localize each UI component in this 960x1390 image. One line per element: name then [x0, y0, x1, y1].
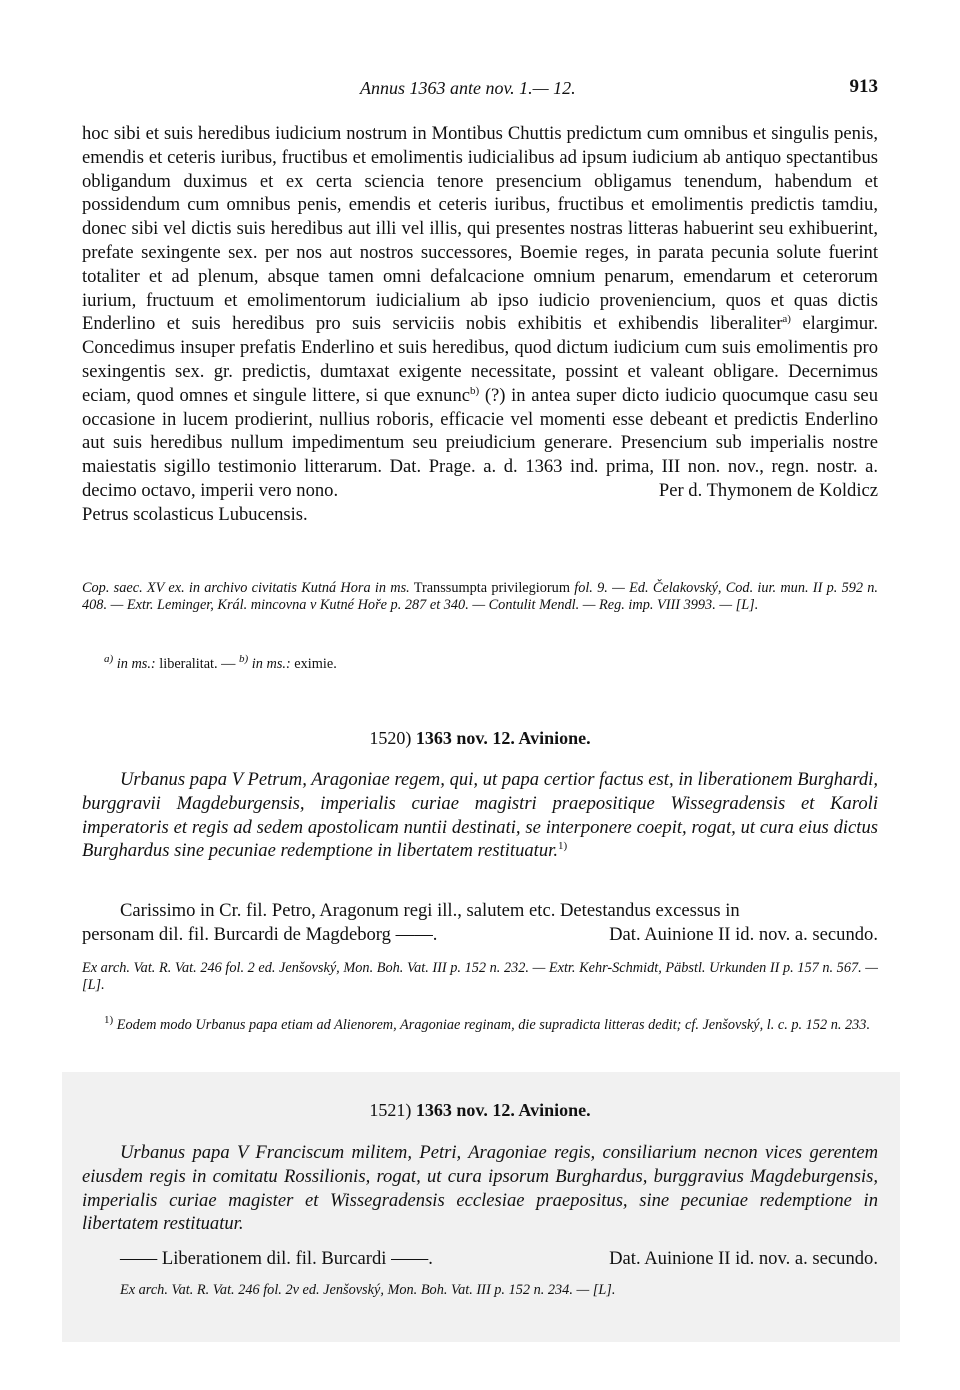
note-ref-a: a) [782, 313, 791, 326]
entry-1520-regest-text: Urbanus papa V Petrum, Aragoniae regem, qui, ut papa certior factus est, in liberationem Burghardi, burggravii Magdeburgensis, imperialis curiae magistri praepositique Wissegradensis et Karoli imperatoris et regis ad sedem apostolicam nuntii destinati, se interponere coepit, rogat, ut cura eius dictus Burghardus sine pecuniae redemptione in libertatem restituatur. [82, 769, 878, 862]
entry-1521-regest: Urbanus papa V Franciscum militem, Petri, Aragoniae regis, consiliarium necnon vices gerentem eiusdem regis in comitatu Rossilionis, rogat, ut cura ipsorum Burghardus, burggravius Magdeburgensis, imperialis curiae magister et Wissegradensis ecclesiae praepositus, sine pecuniae redemptione in libertatem restituatur. [82, 1142, 878, 1235]
entry-1521-number: 1521) [369, 1100, 412, 1120]
charter-text [82, 122, 878, 527]
entry-1520-text [82, 899, 878, 947]
entry-1520-text-line2 [82, 923, 878, 947]
signature-line: Petrus scolasticus Lubucensis. [82, 503, 308, 525]
source-note-part3: fol. 9. — Ed. Čelakovský, Cod. iur. mun. II p. 592 n. 408. — Extr. Leminger, Král. mincovna v Kutné Hoře p. 287 et 340. — Contulit Mendl. — Reg. imp. VIII 3993. — [L]. [82, 580, 879, 613]
textual-notes [104, 653, 804, 673]
entry-1521-text-left: —— Liberationem dil. fil. Burcardi ——. [120, 1248, 433, 1269]
entry-1521-text-right: Dat. Auinione II id. nov. a. secundo. [609, 1248, 878, 1269]
entry-1520-text-line2-right: Dat. Auinione II id. nov. a. secundo. [609, 923, 878, 945]
entry-1520-footnote-mark: 1) [104, 1014, 114, 1027]
entry-1520-regest [82, 768, 878, 863]
charter-text-part1: hoc sibi et suis heredibus iudicium nostrum in Montibus Chuttis predictum cum omnibus et singulis penis, emendis et ceteris iuribus, fructibus et emolimentis iudicialibus ad ipsum iudicium ab antiquo spectantibus obligandum duximus et ex certa sciencia tenore presencium obligamus tenendum, habendum et possidendum cum omnibus penis, emendis et ceteris iuribus, fructibus et emolimentis predictis tamdiu, donec sibi vel dictis suis heredibus aut illi vel illis, qui presentes nostras litteras habuerint seu exhibuerint, prefate sexingente sex. per nos aut nostros successores, Boemie reges, in parata pecunia solute fuerint totaliter et ad plenum, absque tamen omni defalcacione omnium penarum, emendarum et ceterorum iurium, fructuum et emolimentorum iudicialium ab ipso iudicio proveniencium, quos et quas dictis Enderlino et suis heredibus pro suis serviciis nobis exhibitis et exhibendis liberaliter [82, 123, 878, 335]
entry-1521-date: 1363 nov. 12. Avinione. [415, 1100, 591, 1120]
entry-1520-heading [82, 728, 878, 749]
note-b-word: eximie. [290, 656, 337, 672]
source-note-part1: Cop. saec. XV ex. in archivo civitatis Kutná Hora in ms. [82, 580, 410, 596]
note-a-mark: a) [104, 653, 114, 666]
note-a-in: in ms.: [113, 656, 156, 672]
note-a-word: liberalitat. — [155, 656, 240, 672]
entry-1521-text [82, 1248, 878, 1270]
note-b-in: in ms.: [248, 656, 291, 672]
running-title: Annus 1363 ante nov. 1.— 12. [360, 78, 576, 98]
note-b-mark: b) [239, 653, 249, 666]
entry-1521-heading [82, 1100, 878, 1121]
entry-1520-regest-note: 1) [557, 840, 568, 853]
page-header [82, 74, 878, 104]
charter-text-part2: elargimur. Concedimus insuper prefatis Enderlino et suis heredibus, quod dictum iudicium cum suis emolimentis pro sexingentis sex. gr. predictis, dumtaxat exigente necessitate, possint et valeant obligare. Decernimus eciam, quod omnes et singule littere, si que exnunc [82, 313, 878, 406]
note-ref-b: b) [470, 384, 480, 397]
entry-1520-date: 1363 nov. 12. Avinione. [415, 728, 591, 748]
entry-1521-source: Ex arch. Vat. R. Vat. 246 fol. 2v ed. Jenšovský, Mon. Boh. Vat. III p. 152 n. 234. — [L]. [120, 1282, 616, 1298]
charter-text-part3: (?) in antea super dicto iudicio quocumque casu seu occasione in lucem prodierint, nullius roboris, efficacie vel momenti esse debeant et predictis Enderlino aut suis heredibus nullum impedimentum seu preiudicium generare. Presencium sub imperialis nostre maiestatis sigillo testimonio litterarum. Dat. Prage. a. d. 1363 ind. prima, III non. nov., regn. nostr. a. decimo octavo, imperii vero nono. [82, 384, 878, 501]
entry-1520-source: Ex arch. Vat. R. Vat. 246 fol. 2 ed. Jenšovský, Mon. Boh. Vat. III p. 152 n. 232. — Extr. Kehr-Schmidt, Päbstl. Urkunden II p. 157 n. 567. — [L]. [82, 960, 878, 993]
entry-1520-footnote [104, 1014, 878, 1034]
per-line: Per d. Thymonem de Koldicz [658, 479, 878, 501]
entry-1520-text-line2-left: personam dil. fil. Burcardi de Magdeborg ——. [82, 923, 438, 945]
source-note [82, 580, 878, 614]
page-number: 913 [849, 76, 878, 97]
entry-1520-text-line1: Carissimo in Cr. fil. Petro, Aragonum regi ill., salutem etc. Detestandus excessus in [120, 900, 740, 921]
entry-1520-number: 1520) [369, 728, 412, 748]
source-note-part2: Transsumpta privilegiorum [409, 580, 575, 596]
entry-1520-footnote-text: Eodem modo Urbanus papa etiam ad Alienorem, Aragoniae reginam, die supradicta litteras dedit; cf. Jenšovský, l. c. p. 152 n. 233. [113, 1017, 871, 1033]
